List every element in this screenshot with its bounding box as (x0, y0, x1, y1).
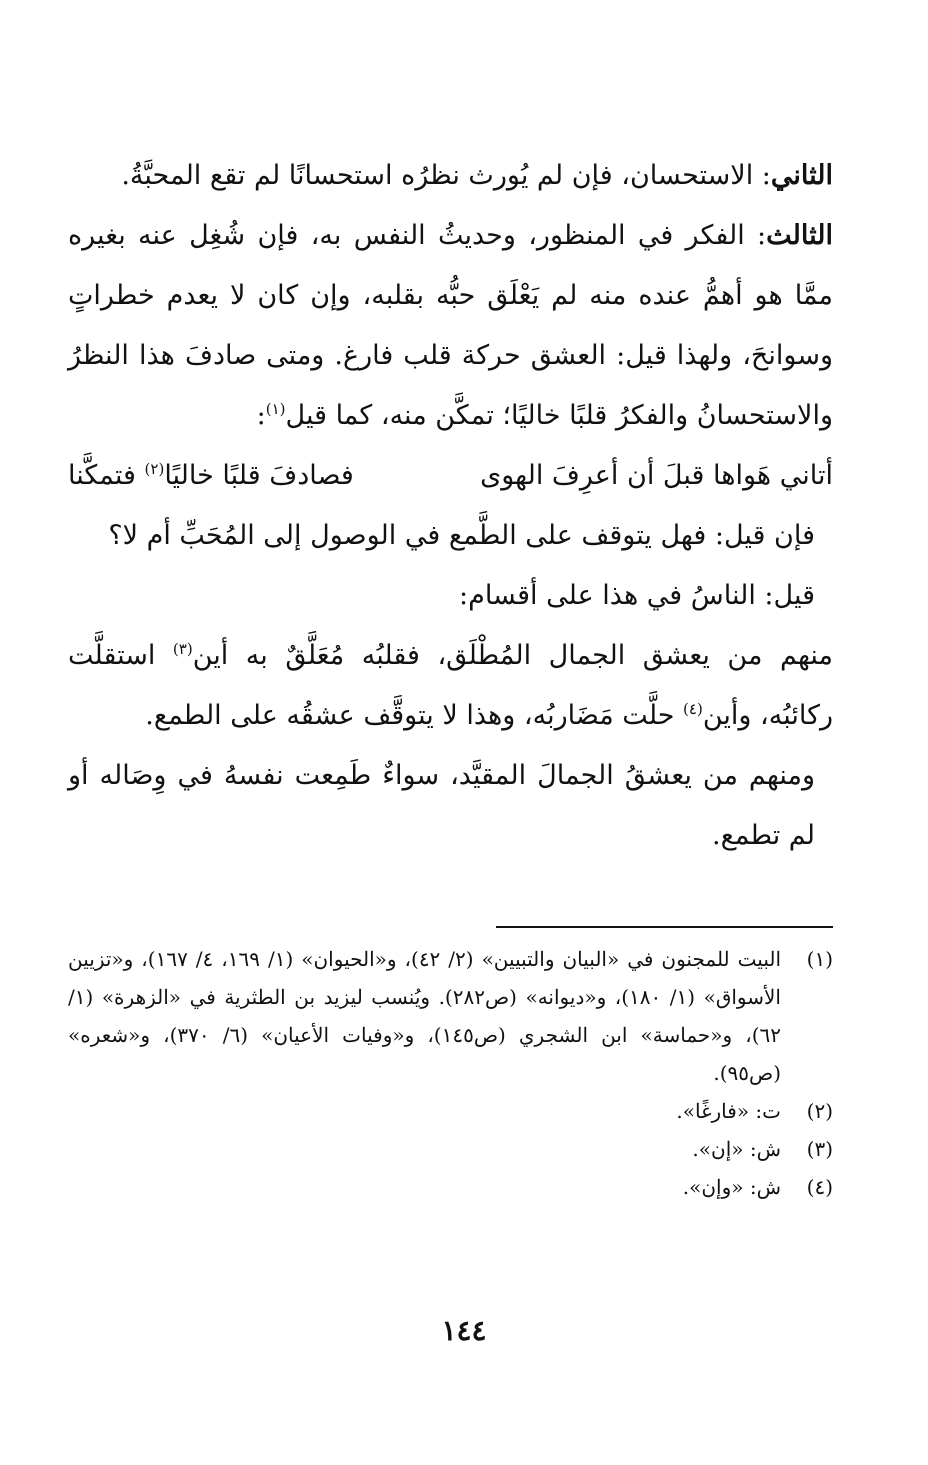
footnote-text: ش: «وإن». (682, 1175, 781, 1199)
p3-c: حلَّت مَضَاربُه، وهذا لا يتوقَّف عشقُه على الطمع. (145, 700, 684, 731)
footnote-ref: (٣) (172, 640, 193, 658)
footnote-number: (٢) (806, 1099, 833, 1123)
verse-second-hemistich (68, 446, 354, 506)
main-text (68, 146, 833, 866)
paragraph-tail: : (256, 400, 266, 431)
paragraph-third (68, 206, 833, 446)
paragraph-answer: قيل: الناسُ في هذا على أقسام: (459, 580, 815, 611)
footnote-text: البيت للمجنون في «البيان والتبيين» (٢/ ٤٢)، و«الحيوان» (١/ ١٦٩، ٤/ ١٦٧)، و«تزيين الأسواق» (١/ ١٨٠)، و«ديوانه» (ص٢٨٢). ويُنسب ليزيد بن الطثرية في «الزهرة» (١/ ٦٢)، و«حماسة» ابن الشجري (ص١٤٥)، و«وفيات الأعيان» (٦/ ٣٧٠)، و«شعره» (ص٩٥). (68, 947, 782, 1085)
footnote-number: (١) (806, 947, 833, 971)
footnote-ref: (٤) (683, 700, 703, 718)
footnote-ref: (١) (265, 400, 286, 418)
poetry-verse (68, 446, 833, 506)
paragraph-text: : الاستحسان، فإن لم يُورث نظرُه استحسانًا لم تقع المحبَّةُ. (121, 160, 771, 191)
verse-second-b: فتمكَّنا (68, 460, 145, 491)
footnote (68, 940, 833, 1092)
footnote-text: ت: «فارغًا». (676, 1099, 781, 1123)
verse-second-a: فصادفَ قلبًا خاليًا (164, 460, 354, 491)
lead-word: الثاني (770, 160, 833, 191)
page-number: ١٤٤ (441, 1314, 487, 1347)
verse-first-hemistich: أتاني هَواها قبلَ أن أعرِفَ الهوى (480, 460, 833, 491)
footnote (68, 1092, 833, 1130)
p3-a: منهم من يعشق الجمال المُطْلَق، فقلبُه مُعَلَّقٌ به أين (192, 640, 833, 671)
footnote-ref: (٢) (144, 460, 165, 478)
footnote-number: (٤) (806, 1175, 833, 1199)
paragraph-restricted-beauty: ومنهم من يعشقُ الجمالَ المقيَّد، سواءٌ طَمِعت نفسهُ في وِصَاله أو لم تطمع. (68, 760, 815, 851)
paragraph-question: فإن قيل: فهل يتوقف على الطَّمع في الوصول إلى المُحَبِّ أم لا؟ (108, 520, 815, 551)
footnote-separator (496, 926, 833, 928)
footnote-text: ش: «إن». (692, 1137, 781, 1161)
footnote-number: (٣) (806, 1137, 833, 1161)
footnotes (68, 940, 833, 1206)
paragraph-text: : الفكر في المنظور، وحديثُ النفس به، فإن شُغِل عنه بغيره ممَّا هو أهمُّ عنده منه لم يَعْلَق حبُّه بقلبه، وإن كان لا يعدم خطراتٍ وسوانحَ، ولهذا قيل: العشق حركة قلب فارغ. ومتى صادفَ هذا النظرُ والاستحسانُ والفكرُ قلبًا خاليًا؛ تمكَّن منه، كما قيل (68, 220, 833, 431)
p3-b: استقلَّت ركائبُه، وأين (68, 640, 833, 731)
footnote (68, 1168, 833, 1206)
paragraph-second (68, 146, 833, 206)
footnote (68, 1130, 833, 1168)
paragraph-absolute-beauty (68, 626, 833, 746)
lead-word: الثالث (766, 220, 833, 251)
